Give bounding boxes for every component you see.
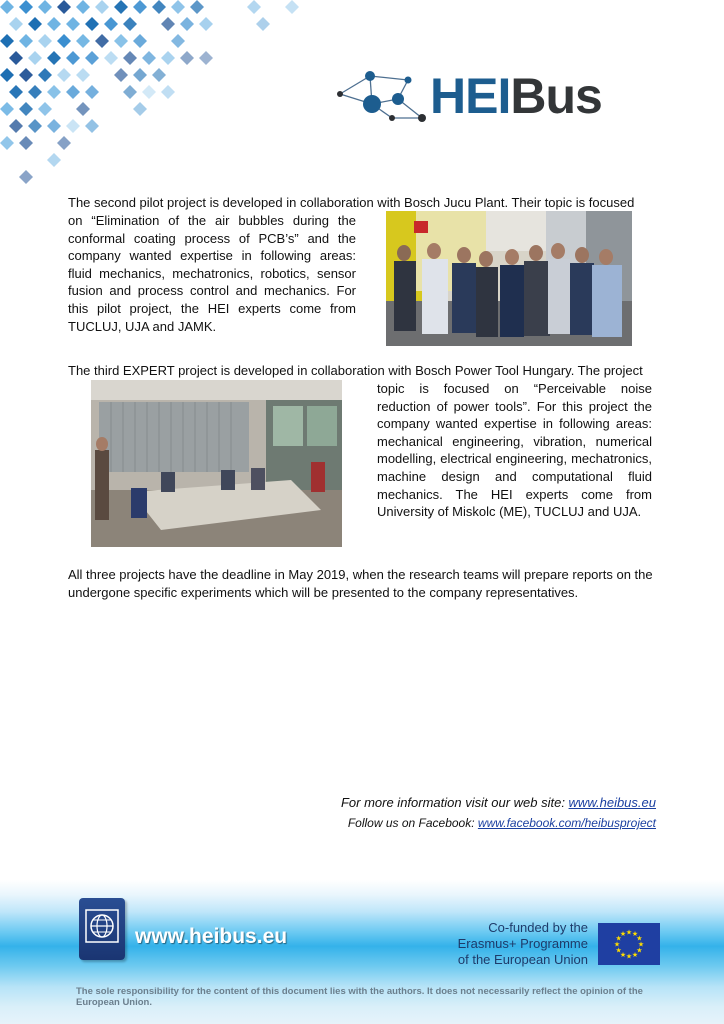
decorative-tile bbox=[142, 51, 156, 65]
decorative-tile bbox=[76, 0, 90, 14]
website-line bbox=[341, 795, 656, 810]
decorative-tile bbox=[114, 0, 128, 14]
decorative-tile bbox=[66, 85, 80, 99]
decorative-tile bbox=[199, 51, 213, 65]
decorative-tiles bbox=[0, 0, 300, 190]
decorative-tile bbox=[47, 17, 61, 31]
decorative-tile bbox=[180, 51, 194, 65]
decorative-tile bbox=[47, 119, 61, 133]
facebook-prefix: Follow us on Facebook: bbox=[347, 816, 478, 830]
decorative-tile bbox=[0, 0, 14, 14]
decorative-tile bbox=[47, 153, 61, 167]
decorative-tile bbox=[114, 68, 128, 82]
decorative-tile bbox=[180, 17, 194, 31]
eu-star: ★ bbox=[615, 935, 622, 943]
decorative-tile bbox=[152, 68, 166, 82]
decorative-tile bbox=[95, 34, 109, 48]
decorative-tile bbox=[28, 85, 42, 99]
decorative-tile bbox=[57, 136, 71, 150]
network-nodes-icon bbox=[330, 62, 430, 130]
website-link[interactable]: www.heibus.eu bbox=[568, 795, 656, 810]
decorative-tile bbox=[38, 68, 52, 82]
decorative-tile bbox=[66, 119, 80, 133]
decorative-tile bbox=[57, 0, 71, 14]
facebook-line bbox=[348, 816, 656, 830]
cofund-line-1: Co-funded by the bbox=[488, 920, 588, 935]
paragraph-1-first-line: The second pilot project is developed in collaboration with Bosch Jucu Plant. Their topic is focused bbox=[68, 195, 635, 210]
decorative-tile bbox=[133, 0, 147, 14]
website-prefix: For more information visit our web site: bbox=[340, 795, 569, 810]
decorative-tile bbox=[66, 51, 80, 65]
decorative-tile bbox=[104, 17, 118, 31]
logo-bus: Bus bbox=[510, 68, 602, 124]
eu-star: ★ bbox=[637, 941, 645, 949]
decorative-tile bbox=[171, 34, 185, 48]
decorative-tile bbox=[0, 34, 14, 48]
footer bbox=[0, 880, 724, 1024]
decorative-tile bbox=[19, 136, 33, 150]
paragraph-3: All three projects have the deadline in May 2019, when the research teams will prepare reports on the undergone specific experiments which will be presented to the company representatives. bbox=[68, 567, 653, 600]
eu-star: ★ bbox=[625, 953, 633, 961]
decorative-tile bbox=[171, 0, 185, 14]
decorative-tile bbox=[19, 34, 33, 48]
eu-star: ★ bbox=[615, 947, 622, 955]
decorative-tile bbox=[38, 34, 52, 48]
decorative-tile bbox=[247, 0, 261, 14]
paragraph-2-body: topic is focused on “Perceivable noise reduction of power tools”. For this project the company wanted expertise in following areas: mechanical engineering, vibration, numerical modelling, electrical engineering, mechatronics, machine design and computational fluid mechanics. The HEI experts come from University of Miskolc (ME), TUCLUJ and UJA. bbox=[377, 381, 652, 520]
eu-star: ★ bbox=[631, 931, 639, 939]
decorative-tile bbox=[85, 17, 99, 31]
eu-star: ★ bbox=[613, 941, 621, 949]
decorative-tile bbox=[47, 85, 61, 99]
decorative-tile bbox=[19, 102, 33, 116]
decorative-tile bbox=[95, 0, 109, 14]
paragraph-1-body: on “Elimination of the air bubbles during the conformal coating process of PCB’s” and the company wanted expertise in following areas: fluid mechanics, mechatronics, robotics, sensor fusion and process control and mechanics. For this pilot project, the HEI experts come from TUCLUJ, UJA and JAMK. bbox=[68, 213, 356, 334]
decorative-tile bbox=[47, 51, 61, 65]
group-photo-bosch-jucu bbox=[386, 211, 632, 346]
decorative-tile bbox=[161, 85, 175, 99]
decorative-tile bbox=[9, 85, 23, 99]
decorative-tile bbox=[9, 119, 23, 133]
decorative-tile bbox=[0, 68, 14, 82]
globe-icon bbox=[79, 898, 125, 960]
decorative-tile bbox=[142, 85, 156, 99]
eu-star: ★ bbox=[619, 951, 627, 959]
decorative-tile bbox=[9, 51, 23, 65]
decorative-tile bbox=[38, 102, 52, 116]
eu-star: ★ bbox=[636, 947, 643, 955]
decorative-tile bbox=[190, 0, 204, 14]
decorative-tile bbox=[19, 0, 33, 14]
decorative-tile bbox=[85, 85, 99, 99]
facebook-link[interactable]: www.facebook.com/heibusproject bbox=[477, 816, 656, 830]
decorative-tile bbox=[123, 85, 137, 99]
decorative-tile bbox=[123, 51, 137, 65]
decorative-tile bbox=[161, 17, 175, 31]
logo-wordmark bbox=[430, 66, 602, 126]
decorative-tile bbox=[28, 51, 42, 65]
cofund-line-2: Erasmus+ Programme bbox=[457, 936, 588, 951]
decorative-tile bbox=[76, 102, 90, 116]
eu-star: ★ bbox=[636, 935, 643, 943]
footer-website: www.heibus.eu bbox=[135, 925, 288, 948]
decorative-tile bbox=[38, 0, 52, 14]
decorative-tile bbox=[256, 17, 270, 31]
decorative-tile bbox=[9, 17, 23, 31]
eu-flag-icon bbox=[598, 923, 660, 965]
decorative-tile bbox=[199, 17, 213, 31]
decorative-tile bbox=[0, 102, 14, 116]
decorative-tile bbox=[133, 34, 147, 48]
decorative-tile bbox=[85, 51, 99, 65]
decorative-tile bbox=[76, 34, 90, 48]
decorative-tile bbox=[28, 119, 42, 133]
decorative-tile bbox=[85, 119, 99, 133]
decorative-tile bbox=[57, 68, 71, 82]
eu-star: ★ bbox=[619, 931, 627, 939]
cofund-line-3: of the European Union bbox=[457, 952, 588, 967]
decorative-tile bbox=[76, 68, 90, 82]
decorative-tile bbox=[285, 0, 299, 14]
decorative-tile bbox=[104, 51, 118, 65]
cofunded-text bbox=[440, 920, 588, 968]
decorative-tile bbox=[66, 17, 80, 31]
decorative-tile bbox=[161, 51, 175, 65]
decorative-tile bbox=[57, 34, 71, 48]
heibus-logo bbox=[330, 62, 640, 130]
decorative-tile bbox=[28, 17, 42, 31]
decorative-tile bbox=[123, 17, 137, 31]
disclaimer: The sole responsibility for the content of this document lies with the authors. It does not necessarily reflect the opinion of the European Union. bbox=[76, 986, 643, 1008]
meeting-room-photo-bosch-power-tool bbox=[91, 380, 342, 547]
decorative-tile bbox=[133, 68, 147, 82]
decorative-tile bbox=[0, 136, 14, 150]
decorative-tile bbox=[114, 34, 128, 48]
decorative-tile bbox=[133, 102, 147, 116]
logo-hei: HEI bbox=[430, 68, 511, 124]
eu-star: ★ bbox=[625, 929, 633, 937]
paragraph-2-first-line: The third EXPERT project is developed in collaboration with Bosch Power Tool Hungary. The project bbox=[68, 363, 643, 378]
decorative-tile bbox=[19, 170, 33, 184]
eu-star: ★ bbox=[631, 951, 639, 959]
decorative-tile bbox=[152, 0, 166, 14]
decorative-tile bbox=[19, 68, 33, 82]
